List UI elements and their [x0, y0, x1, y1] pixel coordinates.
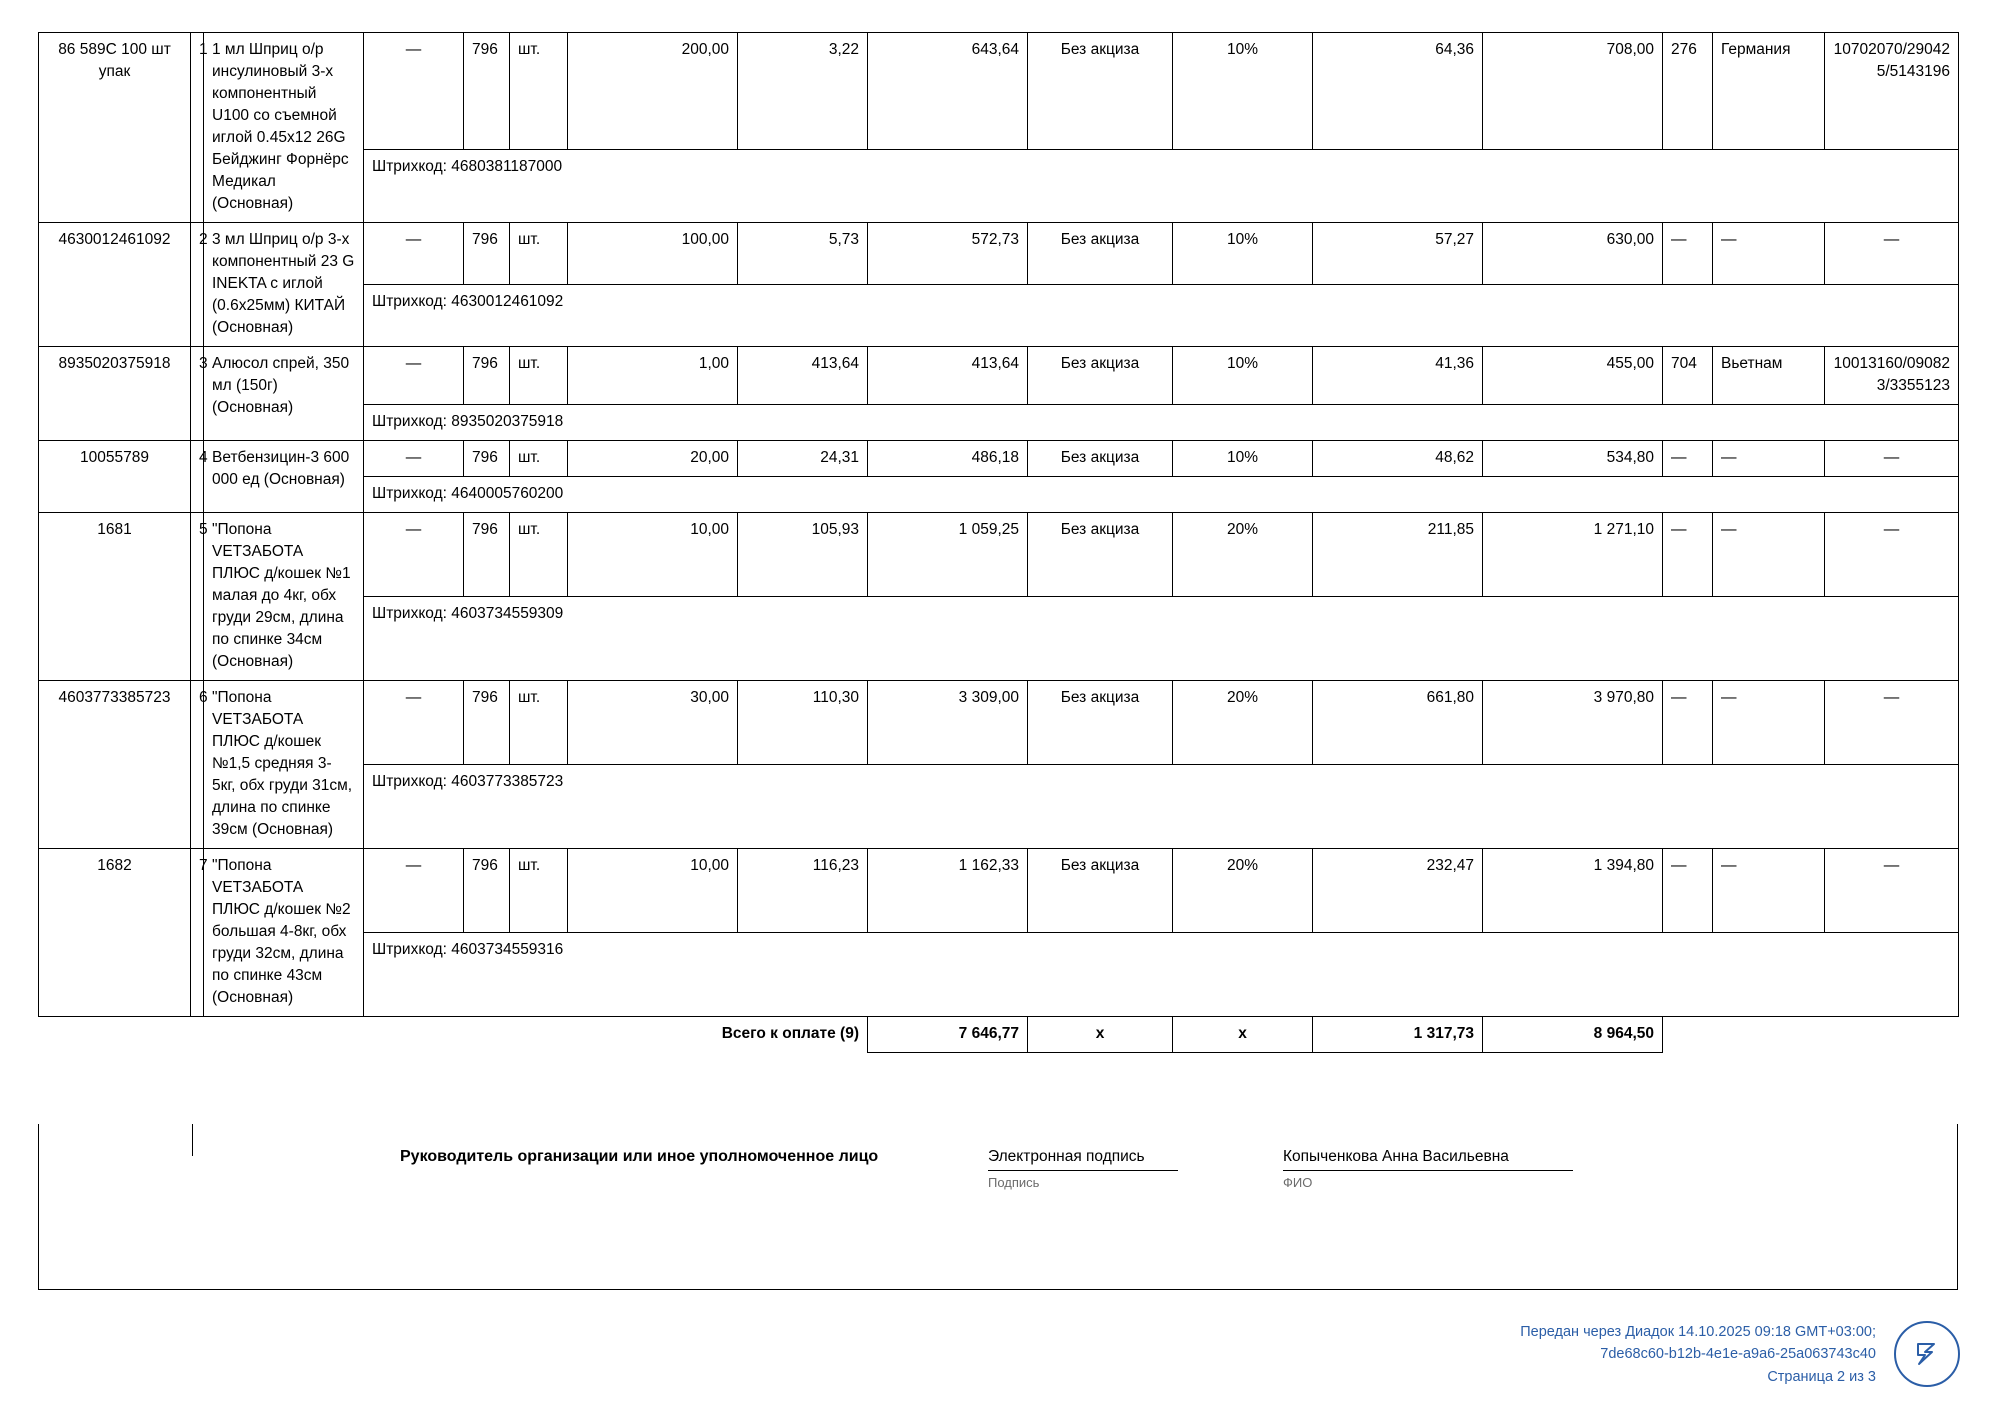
totals-label: Всего к оплате (9)	[721, 1025, 859, 1042]
cell-total: 455,00	[1483, 347, 1663, 405]
cell-rate: 20%	[1173, 849, 1313, 933]
cell-number: 5	[191, 513, 204, 681]
cell-declaration: 10702070/290425/5143196	[1825, 33, 1959, 150]
cell-excise: Без акциза	[1028, 33, 1173, 150]
cell-quantity: 1,00	[568, 347, 738, 405]
cell-excise: Без акциза	[1028, 513, 1173, 597]
totals-spacer-2	[1663, 1017, 1713, 1053]
diadoc-footer	[1520, 1321, 1960, 1388]
cell-sum: 572,73	[868, 223, 1028, 285]
cell-quantity: 10,00	[568, 513, 738, 597]
cell-declaration: —	[1825, 849, 1959, 933]
cell-unit: шт.	[510, 441, 568, 477]
cell-number: 4	[191, 441, 204, 513]
cell-article: 4630012461092	[39, 223, 191, 347]
signature-caption: Подпись	[988, 1175, 1040, 1190]
table-row	[39, 441, 1959, 477]
cell-quantity: 10,00	[568, 849, 738, 933]
cell-barcode: Штрихкод: 4603734559316	[364, 933, 1959, 1017]
cell-barcode: Штрихкод: 4640005760200	[364, 477, 1959, 513]
cell-country-code: 276	[1663, 33, 1713, 150]
totals-spacer	[39, 1017, 191, 1053]
cell-article: 86 589C 100 шт упак	[39, 33, 191, 223]
cell-nds: 57,27	[1313, 223, 1483, 285]
cell-unit: шт.	[510, 513, 568, 597]
cell-okei: 796	[464, 33, 510, 150]
cell-nds: 41,36	[1313, 347, 1483, 405]
table-row	[39, 513, 1959, 597]
cell-total: 708,00	[1483, 33, 1663, 150]
diadoc-transfer-line: Передан через Диадок 14.10.2025 09:18 GMT+03:00;	[1520, 1323, 1876, 1340]
cell-total: 3 970,80	[1483, 681, 1663, 765]
cell-number: 3	[191, 347, 204, 441]
cell-price: 105,93	[738, 513, 868, 597]
cell-total: 1 271,10	[1483, 513, 1663, 597]
cell-country: —	[1713, 849, 1825, 933]
cell-quantity: 20,00	[568, 441, 738, 477]
cell-okei: 796	[464, 849, 510, 933]
cell-rate: 20%	[1173, 681, 1313, 765]
cell-dash: —	[364, 33, 464, 150]
cell-price: 5,73	[738, 223, 868, 285]
cell-country: —	[1713, 681, 1825, 765]
cell-article: 8935020375918	[39, 347, 191, 441]
cell-name: "Попона VETЗАБОТА ПЛЮС д/кошек №2 большая 4-8кг, обх груди 32см, длина по спинке 43см (Основная)	[204, 849, 364, 1017]
cell-country-code: —	[1663, 223, 1713, 285]
signature-name-block	[1283, 1148, 1703, 1190]
cell-country-code: —	[1663, 681, 1713, 765]
signature-section	[38, 1148, 1958, 1212]
totals-sum: 7 646,77	[868, 1017, 1028, 1053]
cell-country: —	[1713, 441, 1825, 477]
cell-country: —	[1713, 513, 1825, 597]
signature-signature-block	[988, 1148, 1288, 1190]
cell-article: 10055789	[39, 441, 191, 513]
cell-sum: 1 059,25	[868, 513, 1028, 597]
cell-quantity: 30,00	[568, 681, 738, 765]
cell-country: Вьетнам	[1713, 347, 1825, 405]
cell-number: 2	[191, 223, 204, 347]
cell-total: 1 394,80	[1483, 849, 1663, 933]
cell-declaration: —	[1825, 441, 1959, 477]
cell-declaration: —	[1825, 681, 1959, 765]
cell-declaration: —	[1825, 513, 1959, 597]
cell-total: 534,80	[1483, 441, 1663, 477]
cell-total: 630,00	[1483, 223, 1663, 285]
cell-sum: 413,64	[868, 347, 1028, 405]
cell-quantity: 200,00	[568, 33, 738, 150]
cell-declaration: 10013160/090823/3355123	[1825, 347, 1959, 405]
cell-country-code: —	[1663, 849, 1713, 933]
table-row	[39, 223, 1959, 285]
cell-quantity: 100,00	[568, 223, 738, 285]
cell-price: 3,22	[738, 33, 868, 150]
totals-excise-x: x	[1028, 1017, 1173, 1053]
cell-unit: шт.	[510, 347, 568, 405]
totals-spacer-3	[1713, 1017, 1825, 1053]
cell-article: 1681	[39, 513, 191, 681]
totals-spacer-4	[1825, 1017, 1959, 1053]
cell-article: 4603773385723	[39, 681, 191, 849]
cell-dash: —	[364, 681, 464, 765]
cell-price: 116,23	[738, 849, 868, 933]
cell-nds: 232,47	[1313, 849, 1483, 933]
cell-declaration: —	[1825, 223, 1959, 285]
cell-unit: шт.	[510, 681, 568, 765]
cell-dash: —	[364, 513, 464, 597]
cell-rate: 10%	[1173, 441, 1313, 477]
table-row	[39, 681, 1959, 765]
table-row	[39, 347, 1959, 405]
totals-rate-x: x	[1173, 1017, 1313, 1053]
table-row	[39, 33, 1959, 150]
cell-dash: —	[364, 223, 464, 285]
cell-name: "Попона VETЗАБОТА ПЛЮС д/кошек №1,5 средняя 3-5кг, обх груди 31см, длина по спинке 39см (Основная)	[204, 681, 364, 849]
cell-number: 6	[191, 681, 204, 849]
cell-excise: Без акциза	[1028, 441, 1173, 477]
cell-nds: 661,80	[1313, 681, 1483, 765]
diadoc-footer-text	[1520, 1321, 1876, 1388]
cell-rate: 20%	[1173, 513, 1313, 597]
cell-barcode: Штрихкод: 4603773385723	[364, 765, 1959, 849]
cell-okei: 796	[464, 681, 510, 765]
cell-excise: Без акциза	[1028, 223, 1173, 285]
cell-price: 110,30	[738, 681, 868, 765]
cell-article: 1682	[39, 849, 191, 1017]
cell-okei: 796	[464, 347, 510, 405]
cell-excise: Без акциза	[1028, 849, 1173, 933]
cell-price: 24,31	[738, 441, 868, 477]
cell-name: "Попона VETЗАБОТА ПЛЮС д/кошек №1 малая до 4кг, обх груди 29см, длина по спинке 34см (Основная)	[204, 513, 364, 681]
cell-country: —	[1713, 223, 1825, 285]
cell-name: 1 мл Шприц о/р инсулиновый 3-х компонентный U100 со съемной иглой 0.45x12 26G Бейджинг Форнёрс Медикал (Основная)	[204, 33, 364, 223]
cell-okei: 796	[464, 441, 510, 477]
cell-dash: —	[364, 347, 464, 405]
cell-name: Ветбензицин-3 600 000 ед (Основная)	[204, 441, 364, 513]
totals-nds: 1 317,73	[1313, 1017, 1483, 1053]
cell-okei: 796	[464, 513, 510, 597]
cell-dash: —	[364, 441, 464, 477]
cell-unit: шт.	[510, 223, 568, 285]
cell-barcode: Штрихкод: 4603734559309	[364, 597, 1959, 681]
cell-number: 7	[191, 849, 204, 1017]
diadoc-page-line: Страница 2 из 3	[1767, 1368, 1876, 1385]
signature-value: Электронная подпись	[988, 1148, 1145, 1165]
cell-sum: 486,18	[868, 441, 1028, 477]
totals-row	[39, 1017, 1959, 1053]
cell-name: Алюсол спрей, 350 мл (150г) (Основная)	[204, 347, 364, 441]
cell-country: Германия	[1713, 33, 1825, 150]
cell-rate: 10%	[1173, 347, 1313, 405]
cell-country-code: 704	[1663, 347, 1713, 405]
cell-dash: —	[364, 849, 464, 933]
cell-nds: 48,62	[1313, 441, 1483, 477]
totals-total: 8 964,50	[1483, 1017, 1663, 1053]
cell-okei: 796	[464, 223, 510, 285]
signature-title: Руководитель организации или иное уполномоченное лицо	[400, 1148, 879, 1165]
cell-sum: 643,64	[868, 33, 1028, 150]
cell-name: 3 мл Шприц о/р 3-х компонентный 23 G INEKTA с иглой (0.6x25мм) КИТАЙ (Основная)	[204, 223, 364, 347]
diadoc-id-line: 7de68c60-b12b-4e1e-a9a6-25a063743c40	[1600, 1346, 1876, 1363]
invoice-items-table	[38, 32, 1959, 1053]
cell-rate: 10%	[1173, 223, 1313, 285]
cell-excise: Без акциза	[1028, 681, 1173, 765]
cell-nds: 64,36	[1313, 33, 1483, 150]
cell-barcode: Штрихкод: 8935020375918	[364, 405, 1959, 441]
cell-number: 1	[191, 33, 204, 223]
cell-sum: 3 309,00	[868, 681, 1028, 765]
cell-nds: 211,85	[1313, 513, 1483, 597]
cell-rate: 10%	[1173, 33, 1313, 150]
cell-excise: Без акциза	[1028, 347, 1173, 405]
signer-name: Копыченкова Анна Васильевна	[1283, 1148, 1509, 1165]
signer-name-caption: ФИО	[1283, 1175, 1313, 1190]
cell-barcode: Штрихкод: 4630012461092	[364, 285, 1959, 347]
cell-country-code: —	[1663, 513, 1713, 597]
cell-unit: шт.	[510, 33, 568, 150]
cell-barcode: Штрихкод: 4680381187000	[364, 150, 1959, 223]
cell-sum: 1 162,33	[868, 849, 1028, 933]
cell-unit: шт.	[510, 849, 568, 933]
cell-price: 413,64	[738, 347, 868, 405]
diadoc-logo-icon	[1894, 1321, 1960, 1387]
table-row	[39, 849, 1959, 933]
cell-country-code: —	[1663, 441, 1713, 477]
